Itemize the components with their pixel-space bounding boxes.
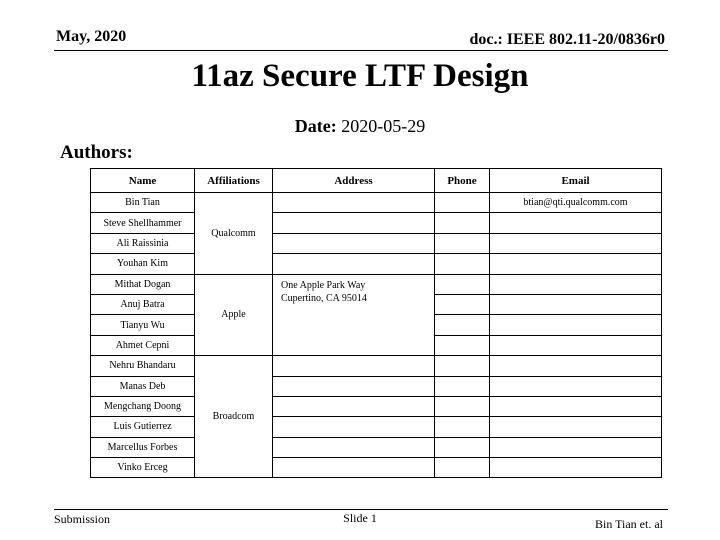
- table-row: [91, 233, 662, 253]
- table-row: [91, 213, 662, 233]
- phone-cell: [435, 396, 490, 416]
- phone-cell: [435, 458, 490, 478]
- author-name: Anuj Batra: [91, 294, 195, 314]
- email-cell: [490, 356, 662, 376]
- author-name: Mithat Dogan: [91, 274, 195, 294]
- address-cell: [273, 274, 435, 356]
- email-cell: btian@qti.qualcomm.com: [490, 193, 662, 213]
- column-header-affiliations: Affiliations: [195, 169, 273, 193]
- email-cell: [490, 294, 662, 314]
- column-header-email: Email: [490, 169, 662, 193]
- header-date: May, 2020: [56, 28, 127, 45]
- phone-cell: [435, 376, 490, 396]
- table-row: [91, 376, 662, 396]
- phone-cell: [435, 417, 490, 437]
- affiliation-cell: Apple: [195, 274, 273, 356]
- author-name: Nehru Bhandaru: [91, 356, 195, 376]
- table-row: [91, 274, 662, 294]
- phone-cell: [435, 335, 490, 355]
- address-line-1: One Apple Park Way: [281, 279, 366, 291]
- author-name: Marcellus Forbes: [91, 437, 195, 457]
- authors-heading: Authors:: [60, 142, 133, 163]
- column-header-name: Name: [91, 169, 195, 193]
- phone-cell: [435, 437, 490, 457]
- phone-cell: [435, 233, 490, 253]
- email-cell: [490, 335, 662, 355]
- phone-cell: [435, 193, 490, 213]
- author-name: Ali Raissinia: [91, 233, 195, 253]
- address-line-2: Cupertino, CA 95014: [281, 292, 367, 304]
- column-header-phone: Phone: [435, 169, 490, 193]
- date-value: 2020-05-29: [336, 116, 426, 136]
- table-row: [91, 254, 662, 274]
- email-cell: [490, 254, 662, 274]
- slide-title: 11az Secure LTF Design: [191, 58, 529, 94]
- table-row: [91, 417, 662, 437]
- header-divider: [54, 50, 668, 51]
- date-line: [0, 116, 720, 137]
- address-cell: [273, 193, 435, 213]
- date-label: Date:: [294, 116, 337, 136]
- author-name: Ahmet Cepni: [91, 335, 195, 355]
- affiliation-cell: Broadcom: [195, 356, 273, 478]
- table-row: [91, 396, 662, 416]
- email-cell: [490, 458, 662, 478]
- address-cell: [273, 254, 435, 274]
- author-name: Mengchang Doong: [91, 396, 195, 416]
- authors-table: [90, 168, 662, 478]
- phone-cell: [435, 254, 490, 274]
- email-cell: [490, 274, 662, 294]
- email-cell: [490, 315, 662, 335]
- phone-cell: [435, 274, 490, 294]
- address-cell: [273, 356, 435, 376]
- address-cell: [273, 233, 435, 253]
- author-name: Manas Deb: [91, 376, 195, 396]
- footer-submission: Submission: [54, 512, 111, 526]
- table-header-row: [91, 169, 662, 193]
- phone-cell: [435, 315, 490, 335]
- author-name: Steve Shellhammer: [91, 213, 195, 233]
- slide-number: Slide 1: [343, 511, 377, 525]
- author-name: Vinko Erceg: [91, 458, 195, 478]
- footer-author: Bin Tian et. al: [594, 517, 663, 531]
- table-row: [91, 437, 662, 457]
- address-cell: [273, 437, 435, 457]
- author-name: Luis Gutierrez: [91, 417, 195, 437]
- phone-cell: [435, 356, 490, 376]
- email-cell: [490, 213, 662, 233]
- email-cell: [490, 376, 662, 396]
- address-cell: [273, 213, 435, 233]
- address-cell: [273, 396, 435, 416]
- footer-divider: [54, 509, 668, 510]
- author-name: Youhan Kim: [91, 254, 195, 274]
- phone-cell: [435, 213, 490, 233]
- table-row: [91, 458, 662, 478]
- table-row: [91, 193, 662, 213]
- table-row: [91, 356, 662, 376]
- email-cell: [490, 233, 662, 253]
- address-cell: [273, 458, 435, 478]
- email-cell: [490, 396, 662, 416]
- author-name: Bin Tian: [91, 193, 195, 213]
- email-cell: [490, 437, 662, 457]
- affiliation-cell: Qualcomm: [195, 193, 273, 275]
- address-cell: [273, 417, 435, 437]
- author-name: Tianyu Wu: [91, 315, 195, 335]
- phone-cell: [435, 294, 490, 314]
- address-cell: [273, 376, 435, 396]
- email-cell: [490, 417, 662, 437]
- column-header-address: Address: [273, 169, 435, 193]
- header-doc-id: doc.: IEEE 802.11-20/0836r0: [469, 31, 665, 48]
